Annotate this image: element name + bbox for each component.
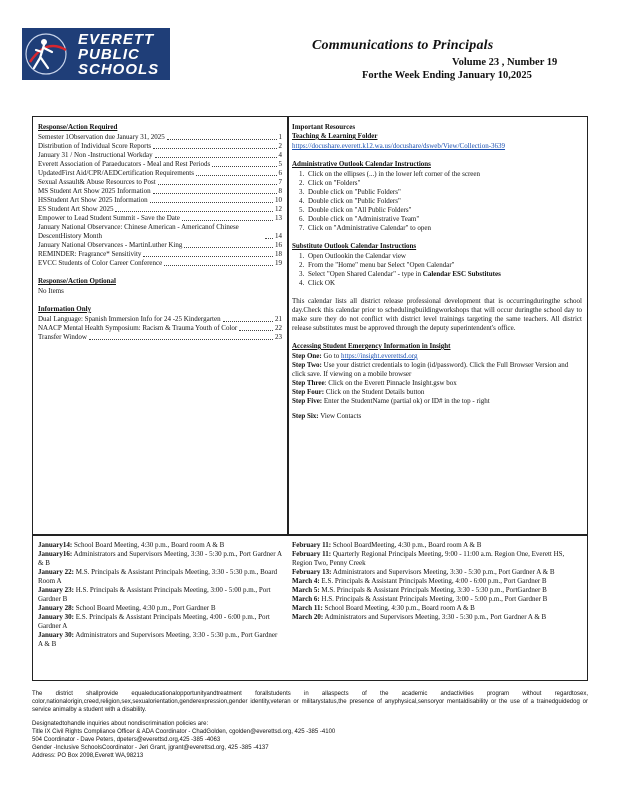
toc-item[interactable]: MS Student Art Show 2025 Information 8 <box>38 187 282 195</box>
district-logo <box>22 28 170 80</box>
week-ending-date: Forthe Week Ending January 10,2025 <box>362 70 532 81</box>
calendar-divider <box>32 534 588 536</box>
nondiscrimination-statement: The district shallprovide equaleducationalopportunityandtreatment forallstudents in allaspects of the academic andactivities program without regardtosex, color,nationalorigin,creed,religion,sex,sexualorientation,genderexpression,gender identity,veteran or militarystatus,the presence of anyphysical,sensoryor mentaldisability or the use of a trainedguidedog or service animalby a student with a disability. <box>32 691 588 713</box>
list-item: 6. Double click on "Administrative Team" <box>306 215 582 224</box>
volume-number: Volume 23 , Number 19 <box>452 57 558 68</box>
insight-step-four: Step Four: Click on the Student Details button <box>292 388 425 396</box>
admin-calendar-steps <box>292 170 582 233</box>
insight-step-three: Step Three: Click on the Everett Pinnacle Insight.gsw box <box>292 379 457 387</box>
list-item: 3. Double click on "Public Folders" <box>306 188 582 197</box>
response-optional-heading: Response/Action Optional <box>38 277 116 285</box>
logo-text-public: PUBLIC <box>78 46 140 63</box>
list-item: January16: Administrators and Supervisors Meeting, 3:30 - 5:30 p.m., Port Gardner A & B <box>38 550 282 567</box>
insight-step-two: Step Two: Use your district credentials to login (id/password). Click the Full Browser Version and click save. If viewing on a mobile browser <box>292 361 569 378</box>
insight-link[interactable]: https://insight.everettsd.org <box>341 352 418 360</box>
list-item: January 30: Administrators and Supervisors Meeting, 3:30 - 5:30 p.m., Port Gardner A & B <box>38 631 278 648</box>
list-item: 5. Double click on "All Public Folders" <box>306 206 582 215</box>
list-item: January 22: M.S. Principals & Assistant Principals Meeting, 3:30 - 5:30 p.m., Board Room A <box>38 568 278 585</box>
list-item: February 11: School BoardMeeting, 4:30 p.m., Board room A & B <box>292 541 482 549</box>
logo-text-everett: EVERETT <box>78 31 155 48</box>
toc-item[interactable]: HSStudent Art Show 2025 Information 10 <box>38 196 282 204</box>
list-item: 4. Click OK <box>306 279 582 288</box>
substitute-calendar-steps <box>292 252 582 288</box>
list-item: 7. Click on "Administrative Calendar" to open <box>306 224 582 233</box>
logo-text-schools: SCHOOLS <box>78 61 160 78</box>
footer <box>32 690 588 760</box>
toc-item[interactable]: Empower to Lead Student Summit - Save the Date 13 <box>38 214 282 222</box>
toc-item[interactable]: NAACP Mental Health Symposium: Racism & Trauma Youth of Color 22 <box>38 324 282 332</box>
logo-emblem-icon <box>22 28 78 80</box>
list-item: 3. Select "Open Shared Calendar" - type in Calendar ESC Substitutes <box>306 270 582 279</box>
teaching-learning-folder-link[interactable]: https://docushare.everett.k12.wa.us/docushare/dsweb/View/Collection-3639 <box>292 142 506 150</box>
list-item: January 28: School Board Meeting, 4:30 p.m., Port Gardner B <box>38 604 216 612</box>
toc-item[interactable]: Everett Association of Paraeducators - Meal and Rest Periods 5 <box>38 160 282 168</box>
toc-item[interactable]: Dual Language: Spanish Immersion Info for 24 -25 Kindergarten 21 <box>38 315 282 323</box>
substitute-calendar-heading: Substitute Outlook Calendar Instructions <box>292 242 417 250</box>
list-item: March 20: Administrators and Supervisors Meeting, 3:30 - 5:30 p.m., Port Gardner A & B <box>292 613 547 621</box>
left-column <box>38 123 282 342</box>
toc-item[interactable]: January 31 / Non -Instructional Workday 4 <box>38 151 282 159</box>
contact-504: 504 Coordinator - Dave Peters, dpeters@everettsd.org,425 -385 -4063 <box>32 737 221 743</box>
important-resources-heading: Important Resources <box>292 123 356 131</box>
list-item: March 11: School Board Meeting, 4:30 p.m., Board room A & B <box>292 604 475 612</box>
substitute-calendar-description: This calendar lists all district release professional development that is occurringduringthe school day.Check this calendar prior to schedulingbuildingworkshops that will occur duringthe school day to make sure they do not conflict with district level trainings targeting the same teachers. All district release substitutes must be approved through the deputy superintendent's office. <box>292 297 582 332</box>
list-item: March 6: H.S. Principals & Assistant Principals Meeting, 3:00 - 5:00 p.m., Port Gardner B <box>292 595 548 603</box>
admin-calendar-heading: Administrative Outlook Calendar Instructions <box>292 160 431 168</box>
designated-contacts-label: Designatedtohandle inquiries about nondiscrimination policies are: <box>32 721 209 727</box>
toc-item[interactable]: ES Student Art Show 2025 12 <box>38 205 282 213</box>
response-optional-body: No Items <box>38 287 64 295</box>
toc-item[interactable]: REMINDER: Fragrance* Sensitivity 18 <box>38 250 282 258</box>
information-only-heading: Information Only <box>38 305 92 313</box>
calendar-name: Calendar ESC Substitutes <box>422 270 501 278</box>
insight-step-six: Step Six: View Contacts <box>292 412 362 420</box>
list-item: 4. Double click on "Public Folders" <box>306 197 582 206</box>
district-address: Address: PO Box 2098,Everett WA,98213 <box>32 753 144 759</box>
right-column <box>292 123 582 421</box>
list-item: February 13: Administrators and Supervisors Meeting, 3:30 - 5:30 p.m., Port Gardner A & B <box>292 568 555 576</box>
list-item: March 4: E.S. Principals & Assistant Principals Meeting, 4:00 - 6:00 p.m., Port Gardner B <box>292 577 547 585</box>
toc-item[interactable]: January National Observances - MartinLuther King 16 <box>38 241 282 249</box>
list-item: 2. Click on "Folders" <box>306 179 582 188</box>
emergency-info-heading: Accessing Student Emergency Information in Insight <box>292 342 451 350</box>
list-item: March 5: M.S. Principals & Assistant Principals Meeting, 3:30 - 5:30 p.m., PortGardner B <box>292 586 547 594</box>
page-title: Communications to Principals <box>312 38 494 53</box>
calendar-february-march <box>292 541 582 622</box>
teaching-learning-folder-heading: Teaching & Learning Folder <box>292 132 378 140</box>
contact-title-ix: Title IX Civil Rights Compliance Officer & ADA Coordinator - ChadGolden, cgolden@everettsd.org, 425 -385 -4100 <box>32 729 336 735</box>
list-item: 1. Open Outlookin the Calendar view <box>306 252 582 261</box>
insight-step-one: Step One: Go to https://insight.everettsd.org <box>292 352 418 360</box>
list-item: February 11: Quarterly Regional Principals Meeting, 9:00 - 11:00 a.m. Region One, Everett HS, Region Two, Penny Creek <box>292 550 565 567</box>
list-item: 1. Click on the ellipses (...) in the lower left corner of the screen <box>306 170 582 179</box>
list-item: January14: School Board Meeting, 4:30 p.m., Board room A & B <box>38 541 225 549</box>
toc-item[interactable]: Transfer Window 23 <box>38 333 282 341</box>
toc-item[interactable]: Distribution of Individual Score Reports 2 <box>38 142 282 150</box>
response-required-heading: Response/Action Required <box>38 123 118 131</box>
insight-step-five: Step Five: Enter the StudentName (partial ok) or ID# in the top - right <box>292 397 490 405</box>
contact-gender-inclusive: Gender -Inclusive SchoolsCoordinator - Jeri Grant, jgrant@everettsd.org, 425 -385 -4137 <box>32 745 269 751</box>
list-item: January 23: H.S. Principals & Assistant Principals Meeting, 3:00 - 5:00 p.m., Port Gardner B <box>38 586 271 603</box>
toc-item[interactable]: January National Observance: Chinese American - Americanof Chinese DescentHistory Month 14 <box>38 223 282 240</box>
response-required-list <box>38 133 282 268</box>
toc-item[interactable]: UpdatedFirst Aid/CPR/AEDCertification Requirements 6 <box>38 169 282 177</box>
list-item: 2. From the "Home" menu bar Select "Open Calendar" <box>306 261 582 270</box>
column-divider <box>287 116 289 534</box>
toc-item[interactable]: Sexual Assault& Abuse Resources to Post 7 <box>38 178 282 186</box>
toc-item[interactable]: EVCC Students of Color Career Conference 19 <box>38 259 282 267</box>
toc-item[interactable]: Semester 1Observation due January 31, 2025 1 <box>38 133 282 141</box>
calendar-january <box>38 541 282 649</box>
list-item: January 30: E.S. Principals & Assistant Principals Meeting, 4:00 - 6:00 p.m., Port Gardner A <box>38 613 270 630</box>
information-only-list <box>38 315 282 342</box>
